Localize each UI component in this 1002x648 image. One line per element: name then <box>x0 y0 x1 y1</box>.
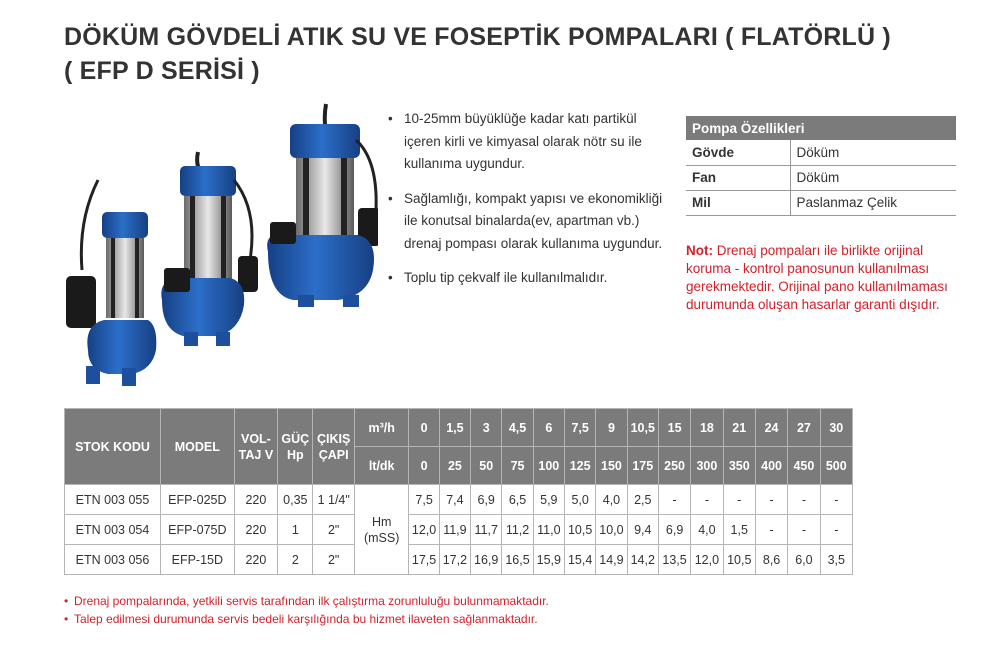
cell-head: 15,4 <box>564 545 595 575</box>
cell-head: 12,0 <box>409 515 439 545</box>
table-row <box>686 140 956 165</box>
cell-head: - <box>658 485 690 515</box>
cell-head: - <box>755 485 787 515</box>
flow-m3h: 10,5 <box>627 409 658 447</box>
note-label: Not: <box>686 243 713 258</box>
property-key: Gövde <box>686 140 790 165</box>
flow-ltdk: 125 <box>564 447 595 485</box>
cell-head: - <box>788 515 820 545</box>
flow-ltdk: 300 <box>691 447 723 485</box>
flow-ltdk: 450 <box>788 447 820 485</box>
col-guc: GÜÇ Hp <box>278 409 313 485</box>
cell-head: 10,5 <box>723 545 755 575</box>
flow-m3h: 24 <box>755 409 787 447</box>
cell-stok: ETN 003 055 <box>65 485 161 515</box>
footnote-item: • Talep edilmesi durumunda servis bedeli karşılığında bu hizmet ilaveten sağlanmaktadır. <box>64 610 549 628</box>
cell-head: 6,0 <box>788 545 820 575</box>
cell-head: 5,0 <box>564 485 595 515</box>
table-row <box>65 485 853 515</box>
col-cikis-capi: ÇIKIŞ ÇAPI <box>313 409 354 485</box>
cell-voltaj: 220 <box>234 485 277 515</box>
cell-head: 11,9 <box>439 515 470 545</box>
cell-hm-label: Hm (mSS) <box>354 485 409 575</box>
flow-m3h: 27 <box>788 409 820 447</box>
pump-efp-075d <box>161 152 258 346</box>
cell-head: 1,5 <box>723 515 755 545</box>
cell-head: - <box>723 485 755 515</box>
footnote-item: • Drenaj pompalarında, yetkili servis tarafından ilk çalıştırma zorunluluğu bulunmamaktadır. <box>64 592 549 610</box>
feature-item: • 10-25mm büyüklüğe kadar katı partikül içeren kirli ve kimyasal olarak nötr su ile kullanıma uygundur. <box>388 108 668 176</box>
flow-m3h: 1,5 <box>439 409 470 447</box>
cell-head: 13,5 <box>658 545 690 575</box>
cell-head: 7,5 <box>409 485 439 515</box>
flow-ltdk: 500 <box>820 447 852 485</box>
property-value: Döküm <box>790 165 956 190</box>
cell-head: 16,9 <box>471 545 502 575</box>
cell-model: EFP-025D <box>160 485 234 515</box>
flow-ltdk: 0 <box>409 447 439 485</box>
cell-voltaj: 220 <box>234 515 277 545</box>
flow-m3h: 18 <box>691 409 723 447</box>
cell-head: 5,9 <box>533 485 564 515</box>
property-value: Paslanmaz Çelik <box>790 190 956 215</box>
table-row <box>686 165 956 190</box>
flow-ltdk: 175 <box>627 447 658 485</box>
feature-item: • Sağlamlığı, kompakt yapısı ve ekonomikliği ile konutsal binalarda(ev, apartman vb.) drenaj pompası olarak kullanıma uygundur. <box>388 188 668 256</box>
cell-voltaj: 220 <box>234 545 277 575</box>
flow-m3h: 4,5 <box>502 409 533 447</box>
col-stok-kodu: STOK KODU <box>65 409 161 485</box>
cell-head: 2,5 <box>627 485 658 515</box>
cell-head: 12,0 <box>691 545 723 575</box>
properties-header: Pompa Özellikleri <box>686 116 956 140</box>
cell-head: 17,2 <box>439 545 470 575</box>
cell-head: 17,5 <box>409 545 439 575</box>
title-line-1: DÖKÜM GÖVDELİ ATIK SU VE FOSEPTİK POMPALARI ( FLATÖRLÜ ) <box>64 23 891 51</box>
cell-head: 7,4 <box>439 485 470 515</box>
table-row <box>686 190 956 215</box>
footnote-list <box>64 592 549 628</box>
flow-ltdk: 350 <box>723 447 755 485</box>
flow-m3h: 21 <box>723 409 755 447</box>
flow-m3h: 9 <box>596 409 627 447</box>
cell-head: 14,9 <box>596 545 627 575</box>
cell-head: 11,0 <box>533 515 564 545</box>
cell-cikis: 2" <box>313 545 354 575</box>
cell-model: EFP-075D <box>160 515 234 545</box>
cell-head: - <box>788 485 820 515</box>
cell-head: - <box>820 485 852 515</box>
flow-m3h: 30 <box>820 409 852 447</box>
cell-head: - <box>820 515 852 545</box>
pump-properties-table <box>686 116 956 216</box>
flow-ltdk: 250 <box>658 447 690 485</box>
cell-head: 4,0 <box>691 515 723 545</box>
property-key: Fan <box>686 165 790 190</box>
cell-guc: 0,35 <box>278 485 313 515</box>
cell-head: 14,2 <box>627 545 658 575</box>
cell-head: 6,9 <box>471 485 502 515</box>
cell-stok: ETN 003 056 <box>65 545 161 575</box>
cell-head: 10,0 <box>596 515 627 545</box>
cell-head: 6,9 <box>658 515 690 545</box>
col-ltdk-label: lt/dk <box>354 447 409 485</box>
col-voltaj: VOL-TAJ V <box>234 409 277 485</box>
cell-cikis: 1 1/4" <box>313 485 354 515</box>
flow-m3h: 0 <box>409 409 439 447</box>
cell-head: 6,5 <box>502 485 533 515</box>
flow-ltdk: 100 <box>533 447 564 485</box>
property-value: Döküm <box>790 140 956 165</box>
table-row <box>65 545 853 575</box>
flow-m3h: 7,5 <box>564 409 595 447</box>
cell-stok: ETN 003 054 <box>65 515 161 545</box>
note-text: Drenaj pompaları ile birlikte orijinal koruma - kontrol panosunun kullanılması gerekmektedir. Orijinal pano kullanılmaması durumunda oluşan hasarlar garanti dışıdır. <box>686 243 948 312</box>
pump-efp-15d <box>267 104 378 307</box>
flow-m3h: 15 <box>658 409 690 447</box>
pump-efp-025d <box>66 180 156 386</box>
cell-head: 4,0 <box>596 485 627 515</box>
performance-table <box>64 408 853 575</box>
flow-ltdk: 50 <box>471 447 502 485</box>
flow-ltdk: 25 <box>439 447 470 485</box>
cell-head: 9,4 <box>627 515 658 545</box>
cell-head: - <box>691 485 723 515</box>
col-model: MODEL <box>160 409 234 485</box>
title-line-2: ( EFP D SERİSİ ) <box>64 57 260 85</box>
cell-cikis: 2" <box>313 515 354 545</box>
flow-m3h: 3 <box>471 409 502 447</box>
cell-guc: 2 <box>278 545 313 575</box>
cell-head: 11,7 <box>471 515 502 545</box>
feature-item: • Toplu tip çekvalf ile kullanılmalıdır. <box>388 267 668 290</box>
flow-ltdk: 400 <box>755 447 787 485</box>
cell-head: 11,2 <box>502 515 533 545</box>
cell-head: 8,6 <box>755 545 787 575</box>
cell-head: - <box>755 515 787 545</box>
feature-list <box>388 108 668 302</box>
pump-product-image <box>58 100 378 390</box>
table-row <box>65 515 853 545</box>
flow-ltdk: 75 <box>502 447 533 485</box>
col-m3h-label: m³/h <box>354 409 409 447</box>
page-title <box>64 20 964 88</box>
cell-head: 16,5 <box>502 545 533 575</box>
cell-head: 10,5 <box>564 515 595 545</box>
cell-model: EFP-15D <box>160 545 234 575</box>
cell-guc: 1 <box>278 515 313 545</box>
flow-m3h: 6 <box>533 409 564 447</box>
flow-ltdk: 150 <box>596 447 627 485</box>
cell-head: 15,9 <box>533 545 564 575</box>
warning-note <box>686 242 961 314</box>
property-key: Mil <box>686 190 790 215</box>
cell-head: 3,5 <box>820 545 852 575</box>
